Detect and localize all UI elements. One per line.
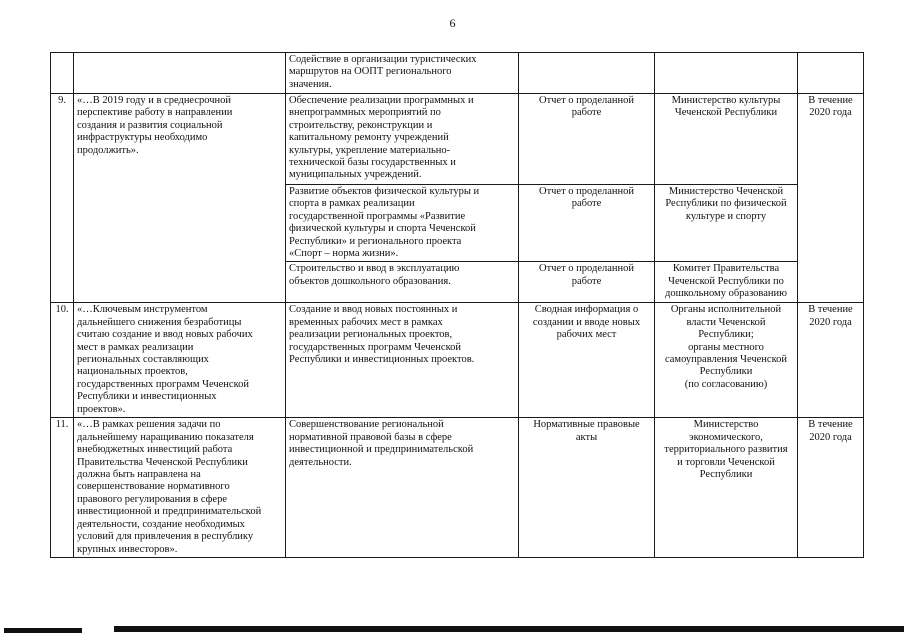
report-form-cell: Отчет о проделанной работе [519,185,655,262]
executor-cell: Комитет Правительства Чеченской Республики по дошкольному образованию [655,262,798,303]
scan-edge-mark [114,626,904,632]
report-form-cell: Отчет о проделанной работе [519,94,655,185]
thesis-cell: «…Ключевым инструментом дальнейшего снижения безработицы считаю создание и ввод новых рабочих мест в рамках реализации региональных составляющих национальных проектов, государственных программ Чеченской Республики и инвестиционных проектов». [74,303,286,418]
table-row [51,94,864,185]
action-cell: Создание и ввод новых постоянных и временных рабочих мест в рамках реализации региональных проектов, государственных программ Чеченской Республики и инвестиционных проектов. [286,303,519,418]
executor-cell: Министерство Чеченской Республики по физической культуре и спорту [655,185,798,262]
report-form-cell [519,53,655,94]
row-number-cell: 11. [51,418,74,557]
row-number-cell: 9. [51,94,74,303]
table-row [51,418,864,557]
deadline-cell: В течение 2020 года [798,303,864,418]
report-form-cell: Отчет о проделанной работе [519,262,655,303]
thesis-cell [74,53,286,94]
thesis-cell: «…В рамках решения задачи по дальнейшему наращиванию показателя внебюджетных инвестиций работа Правительства Чеченской Республики должна быть направлена на совершенствование нормативного правового регулирования в сфере инвестиционной и предпринимательской деятельности, создание необходимых условий для привлечения в республику крупных инвесторов». [74,418,286,557]
deadline-cell: В течение 2020 года [798,94,864,303]
report-form-cell: Сводная информация о создании и вводе новых рабочих мест [519,303,655,418]
row-number-cell: 10. [51,303,74,418]
row-number-cell [51,53,74,94]
deadline-cell: В течение 2020 года [798,418,864,557]
executor-cell [655,53,798,94]
table-row [51,53,864,94]
scan-edge-mark [4,628,82,633]
report-form-cell: Нормативные правовые акты [519,418,655,557]
action-cell: Содействие в организации туристических маршрутов на ООПТ регионального значения. [286,53,519,94]
thesis-cell: «…В 2019 году и в среднесрочной перспективе работу в направлении создания и развития социальной инфраструктуры необходимо продолжить». [74,94,286,303]
table-row [51,303,864,418]
action-cell: Совершенствование региональной нормативной правовой базы в сфере инвестиционной и предпринимательской деятельности. [286,418,519,557]
plan-table [50,52,864,558]
page-number: 6 [449,16,456,30]
action-cell: Обеспечение реализации программных и внепрограммных мероприятий по строительству, реконструкции и капитальному ремонту учреждений культуры, укрепление материально- технической базы государственных и муниципальных учреждений. [286,94,519,185]
executor-cell: Органы исполнительной власти Чеченской Республики; органы местного самоуправления Чеченской Республики (по согласованию) [655,303,798,418]
action-cell: Развитие объектов физической культуры и спорта в рамках реализации государственной программы «Развитие физической культуры и спорта Чеченской Республики» и регионального проекта «Спорт – норма жизни». [286,185,519,262]
executor-cell: Министерство экономического, территориального развития и торговли Чеченской Республики [655,418,798,557]
executor-cell: Министерство культуры Чеченской Республики [655,94,798,185]
deadline-cell [798,53,864,94]
action-cell: Строительство и ввод в эксплуатацию объектов дошкольного образования. [286,262,519,303]
